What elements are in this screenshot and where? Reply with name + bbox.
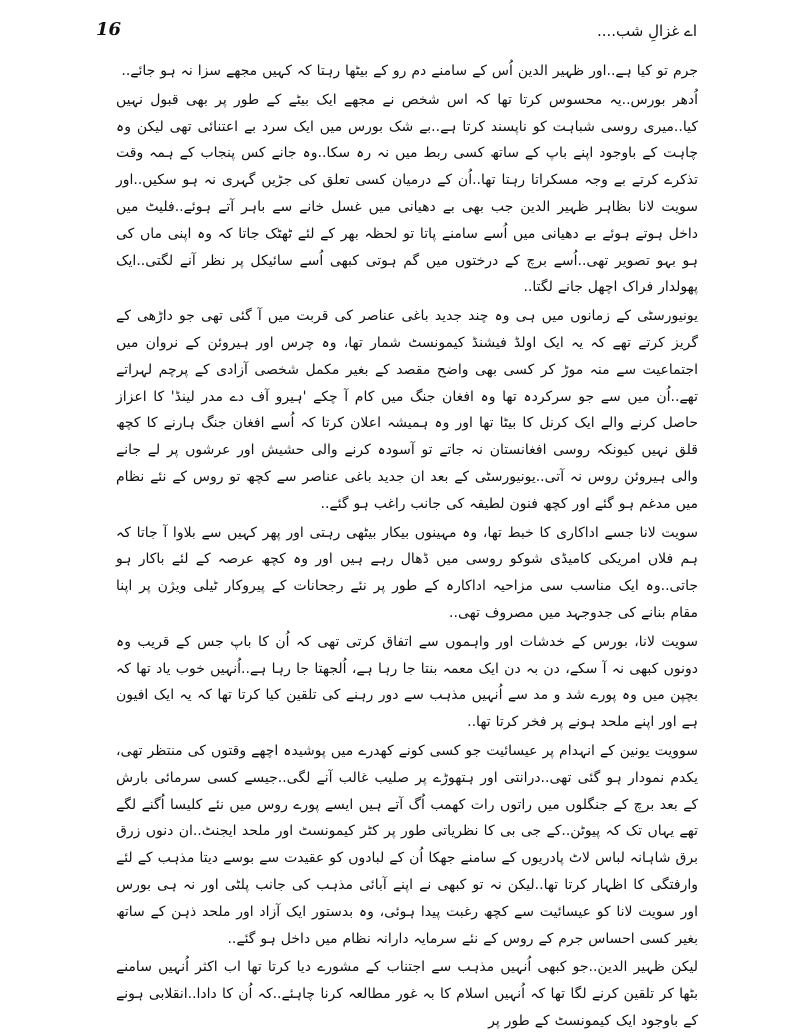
page-number: 16 xyxy=(96,19,122,40)
paragraph: اُدھر بورس..یہ محسوس کرتا تھا کہ اس شخص نے مجھے ایک بیٹے کے طور پر بھی قبول نہیں کیا..میری روسی شباہت کو ناپسند کرتا ہے..بے شک بورس میں ایک سرد بے اعتنائی تھی لیکن وہ چاہت کے باوجود اپنے باپ کے ساتھ کسی ربط میں نہ رہ سکا..وہ جانے کس پنجاب کے ہمہ وقت تذکرے کرتے بے وجہ مسکراتا رہتا تھا..اُن کے درمیان کسی تعلق کی جڑیں گہری نہ ہو سکیں..اور سویت لانا بظاہر ظہیر الدین جب بھی بے دھیانی میں غسل خانے سے باہر آتے ہوئے..فلیٹ میں داخل ہوتے ہوئے بے دھیانی میں اُسے سامنے پاتا تو لحظہ بھر کے لئے ٹھٹک جاتا کہ وہ اپنی ماں کی ہو بہو تصویر تھی..اُسے برچ کے درختوں میں گم ہوتی کبھی اُسے سائیکل پر نظر آنے لگتی..ایک پھولدار فراک اچھل جانے لگتا.. xyxy=(116,91,698,296)
paragraph: سوویت یونین کے انہدام پر عیسائیت جو کسی کونے کھدرے میں پوشیدہ اچھے وقتوں کی منتظر تھی، یکدم نمودار ہو گئی تھی..درانتی اور ہتھوڑے پر صلیب غالب آنے لگی..جیسے کسی سرمائی بارش کے بعد برچ کے جنگلوں میں راتوں رات کھمب اُگ آتے ہیں ایسے پورے روس میں نئے کلیسا اُگنے لگے تھے یہاں تک کہ پیوٹن..کے جی بی کا نظریاتی طور پر کٹر کیمونسٹ اور ملحد ایجنٹ..ان دنوں زرق برق شاہانہ لباس لاٹ پادریوں کے سامنے جھکا اُن کے لبادوں کو عقیدت سے بوسے دیتا مذہب کے لئے وارفتگی کا اظہار کرتا تھا..لیکن نہ تو کبھی نے اپنے آبائی مذہب کی جانب پلٹی اور نہ ہی بورس اور سویت لانا کو عیسائیت سے کچھ رغبت پیدا ہوئی، وہ بدستور ایک آزاد اور ملحد ذہن کے ساتھ بغیر کسی احساس جرم کے روس کے نئے سرمایہ دارانہ نظام میں داخل ہو گئے.. xyxy=(116,742,698,947)
running-title: اے غزالِ شب.... xyxy=(596,22,697,40)
paragraph: جرم تو کیا ہے..اور ظہیر الدین اُس کے سامنے دم رو کے بیٹھا رہتا کہ کہیں مجھے سزا نہ ہو جائے.. xyxy=(121,63,698,79)
body-text xyxy=(116,58,698,1029)
paragraph: سویت لانا جسے اداکاری کا خبط تھا، وہ مہینوں بیکار بیٹھی رہتی اور پھر کہیں سے بلاوا آ جاتا کہ ہم فلاں امریکی کامیڈی شوکو روسی میں ڈھال رہے ہیں اور وہ کچھ عرصہ کے لئے باکار ہو جاتی..وہ ایک مناسب سی مزاحیہ اداکارہ کے طور پر نئے رجحانات کے پیروکار ٹیلی ویژن پر اپنا مقام بنانے کی جدوجہد میں مصروف تھی.. xyxy=(116,524,698,621)
paragraph: یونیورسٹی کے زمانوں میں ہی وہ چند جدید باغی عناصر کی قربت میں آ گئی تھی جو داڑھی کے گریز کرتے تھے کہ یہ ایک اولڈ فیشنڈ کیمونسٹ شمار تھا، وہ چرس اور ہیروئن کے نروان میں اجتماعیت سے منہ موڑ کر کسی بھی واضح مقصد کے بغیر مکمل شخصی آزادی کے پرچم لہراتے تھے..اُن میں سے جو سرکردہ تھا وہ افغان جنگ میں کام آ چکے 'ہیرو آف دے مدر لینڈ' کا اعزاز حاصل کرنے والے ایک کرنل کا بیٹا تھا اور وہ ہمیشہ اعلان کرتا کہ اُسے افغان جنگ ہارنے کا کچھ قلق نہیں کیونکہ روسی افغانستان نہ جاتے تو آسودہ کرنے والی حشیش اور عرشوں پر لے جانے والی ہیروئن روس نہ آتی..یونیورسٹی کے بعد ان جدید باغی عناصر سے کچھ تو روس کے نئے نظام میں مدغم ہو گئے اور کچھ فنون لطیفہ کی جانب راغب ہو گئے.. xyxy=(116,308,698,512)
paragraph: لیکن ظہیر الدین..جو کبھی اُنہیں مذہب سے اجتناب کے مشورے دیا کرتا تھا اب اکثر اُنہیں سامنے بٹھا کر تلقین کرنے لگا تھا کہ اُنہیں اسلام کا بہ غور مطالعہ کرنا چاہئے..کہ اُن کا دادا..انقلابی ہونے کے باوجود ایک کیمونسٹ کے طور پر xyxy=(116,959,698,1029)
paragraph: سویت لانا، بورس کے خدشات اور واہموں سے اتفاق کرتی تھی کہ اُن کا باپ جس کے قریب وہ دونوں کبھی نہ آ سکے، دن بہ دن ایک معمہ بنتا جا رہا ہے، اُلجھتا جا رہا ہے..اُنہیں خوب یاد تھا کہ بچپن میں وہ پورے شد و مد سے اُنہیں مذہب سے دور رہنے کی تلقین کیا کرتا تھا کہ یہ ایک افیون ہے اور اپنے ملحد ہونے پر فخر کرتا تھا.. xyxy=(116,633,698,731)
